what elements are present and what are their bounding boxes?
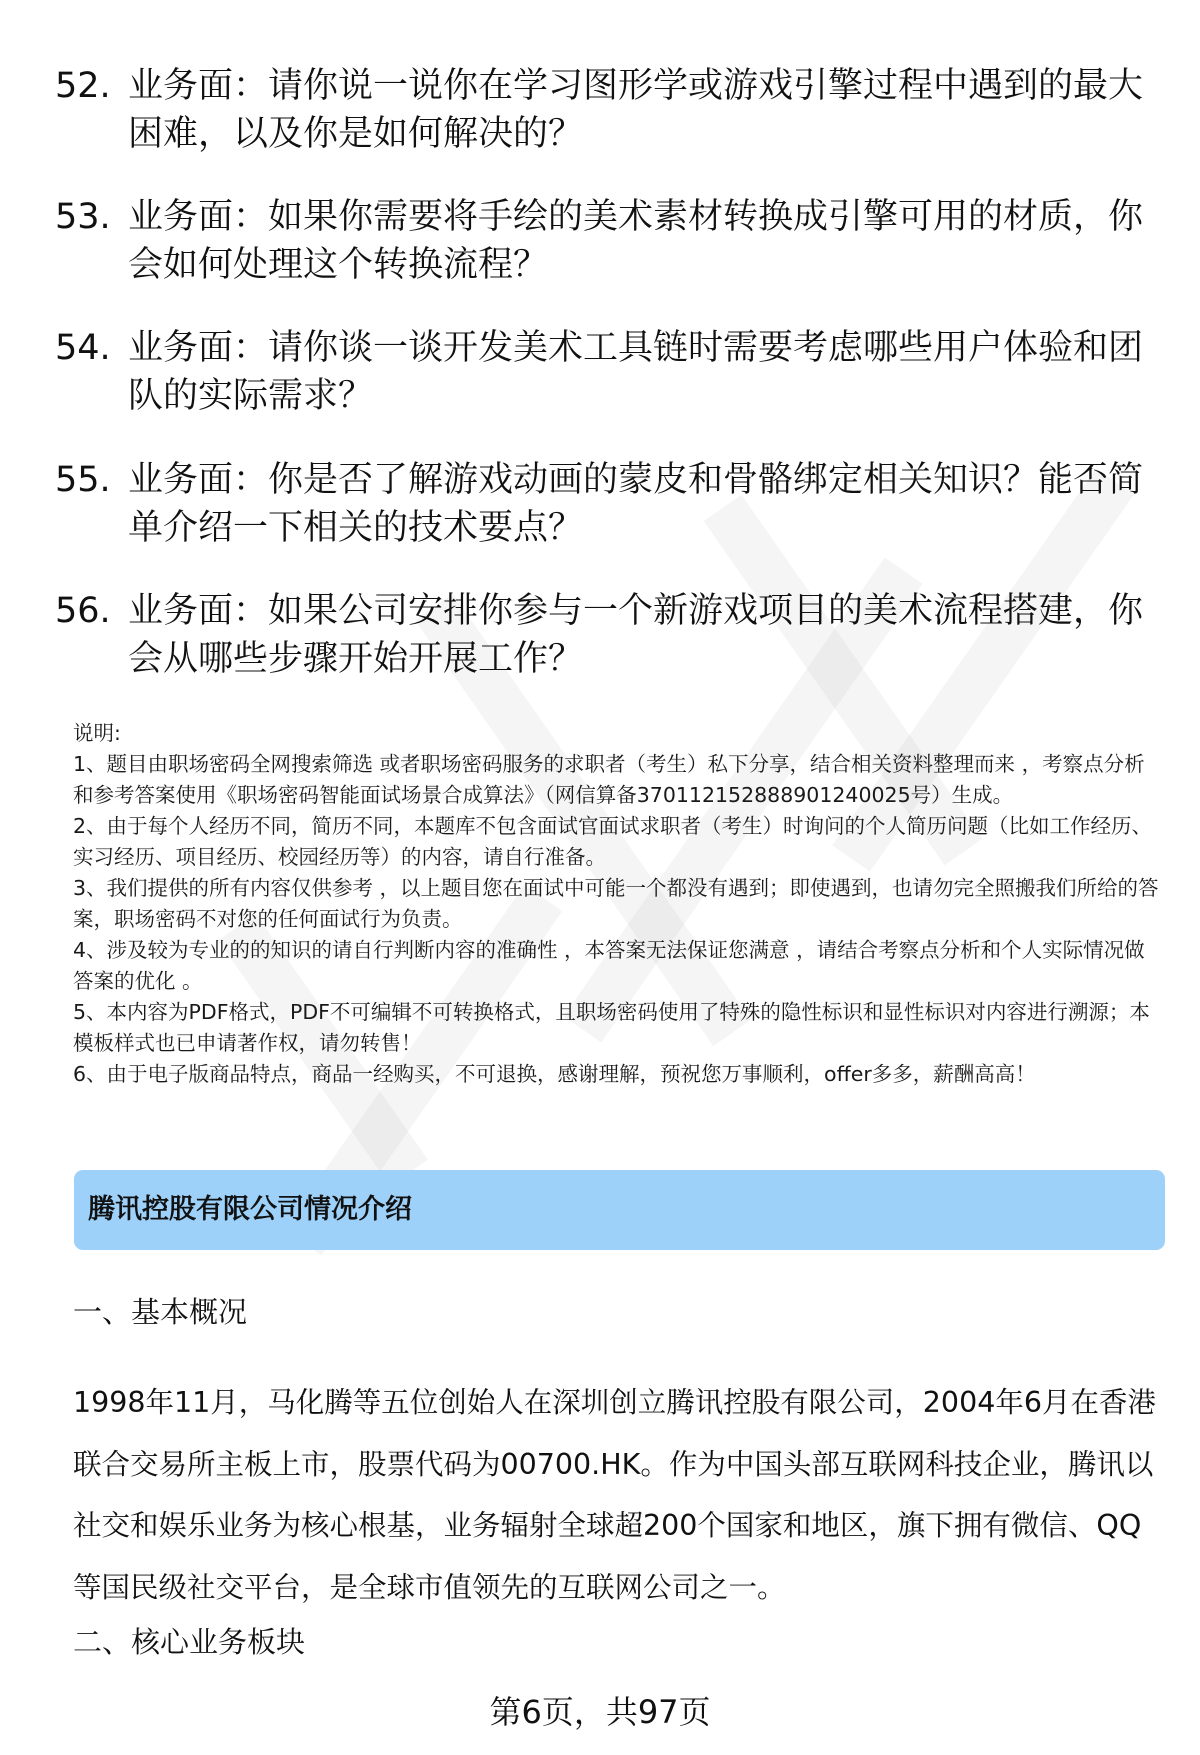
section-banner [74,1170,1165,1250]
heading-basic-overview: 一、基本概况 [73,1295,248,1329]
question-number: 52. [55,66,111,106]
heading-core-business: 二、核心业务板块 [73,1625,306,1659]
page-number: 第6页，共97页 [489,1693,711,1731]
question-number: 55. [55,460,111,500]
question-number: 56. [55,591,111,631]
question-number: 53. [55,197,111,237]
question-text: 业务面：请你说一说你在学习图形学或游戏引擎过程中遇到的最大困难，以及你是如何解决的？ [128,66,1144,154]
note-item: 1、题目由职场密码全网搜索筛选 或者职场密码服务的求职者（考生）私下分享，结合相关资料整理而来 ，考察点分析和参考答案使用《职场密码智能面试场景合成算法》（网信算备370112152888901240025号）生成。 [73,752,1145,807]
note-item: 5、本内容为PDF格式，PDF不可编辑不可转换格式，且职场密码使用了特殊的隐性标识和显性标识对内容进行溯源；本模板样式也已申请著作权，请勿转售！ [73,1000,1150,1055]
question-text: 业务面：如果你需要将手绘的美术素材转换成引擎可用的材质，你会如何处理这个转换流程？ [128,197,1144,285]
note-item: 2、由于每个人经历不同，简历不同，本题库不包含面试官面试求职者（考生）时询问的个人简历问题（比如工作经历、实习经历、项目经历、校园经历等）的内容，请自行准备。 [73,814,1153,869]
question-text: 业务面：请你谈一谈开发美术工具链时需要考虑哪些用户体验和团队的实际需求？ [128,328,1144,416]
question-number: 54. [55,328,111,368]
banner-title: 腾讯控股有限公司情况介绍 [88,1194,412,1225]
notes-section [73,718,1163,1090]
note-item: 6、由于电子版商品特点，商品一经购买，不可退换，感谢理解，预祝您万事顺利，offer多多，薪酬高高！ [73,1062,1036,1086]
question-text: 业务面：你是否了解游戏动画的蒙皮和骨骼绑定相关知识？能否简单介绍一下相关的技术要点？ [128,460,1144,548]
note-item: 3、我们提供的所有内容仅供参考 ，以上题目您在面试中可能一个都没有遇到；即使遇到，也请勿完全照搬我们所给的答案，职场密码不对您的任何面试行为负责。 [73,876,1159,931]
notes-title: 说明: [73,721,121,745]
overview-paragraph: 1998年11月，马化腾等五位创始人在深圳创立腾讯控股有限公司，2004年6月在香港联合交易所主板上市，股票代码为00700.HK。作为中国头部互联网科技企业，腾讯以社交和娱乐业务为核心根基，业务辐射全球超200个国家和地区，旗下拥有微信、QQ等国民级社交平台，是全球市值领先的互联网公司之一。 [73,1386,1156,1604]
note-item: 4、涉及较为专业的的知识的请自行判断内容的准确性 ，本答案无法保证您满意 ，请结合考察点分析和个人实际情况做答案的优化 。 [73,938,1145,993]
question-text: 业务面：如果公司安排你参与一个新游戏项目的美术流程搭建，你会从哪些步骤开始开展工作？ [128,591,1144,679]
